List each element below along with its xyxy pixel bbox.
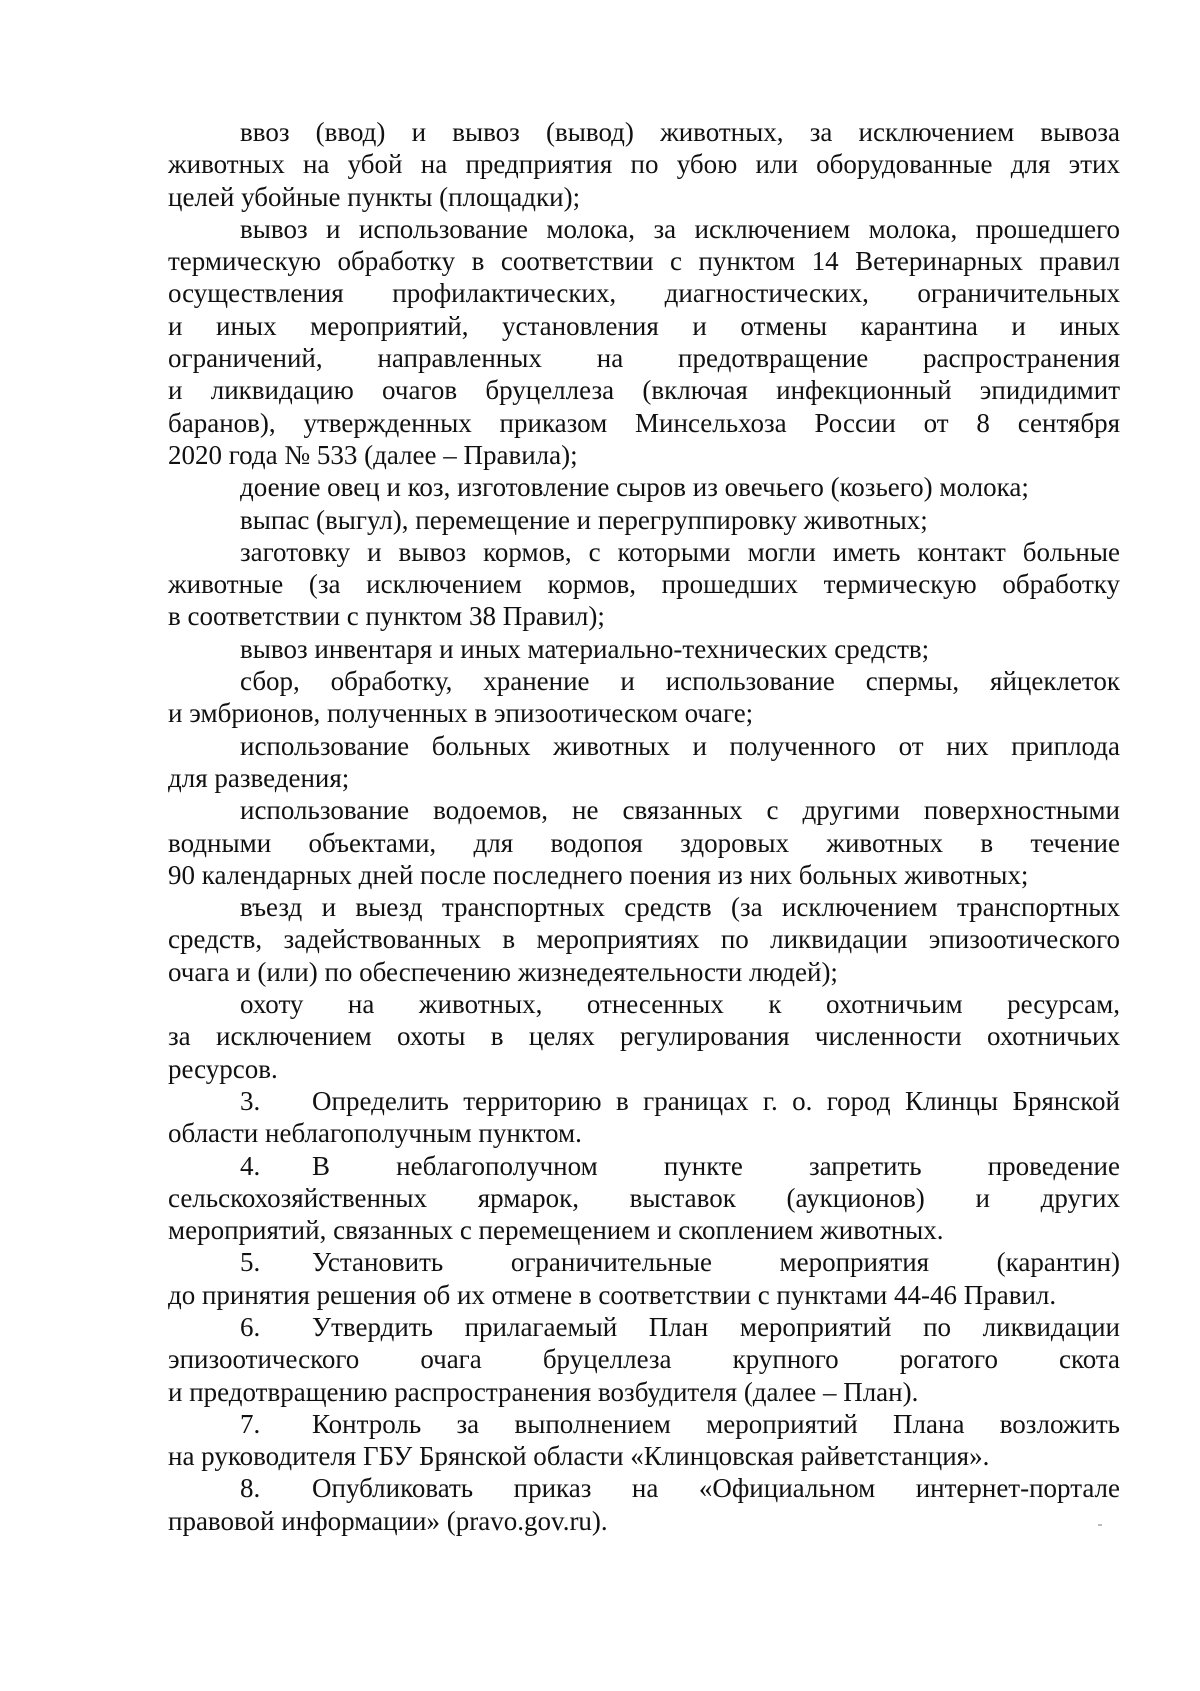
clause-number: 3. — [240, 1085, 261, 1116]
paragraph-p2 — [168, 213, 1120, 471]
text-line: правовой информации» (pravo.gov.ru). — [168, 1505, 608, 1536]
text-line: водными объектами, для водопоя здоровых животных в течение — [168, 827, 1120, 858]
clause-7 — [168, 1408, 1120, 1473]
text-line: Опубликовать приказ на «Официальном интернет-портале — [312, 1473, 1120, 1504]
text-line: Установить ограничительные мероприятия (карантин) — [312, 1247, 1120, 1278]
text-line: очага и (или) по обеспечению жизнедеятельности людей); — [168, 956, 838, 987]
text-line: ввоз (ввод) и вывоз (вывод) животных, за исключением вывоза — [240, 117, 1120, 147]
text-line: средств, задействованных в мероприятиях по ликвидации эпизоотического — [168, 924, 1120, 955]
clause-first-line — [168, 1085, 1120, 1117]
text-line: баранов), утвержденных приказом Минсельхоза России от 8 сентября — [168, 407, 1120, 438]
text-line: использование больных животных и полученного от них приплода — [240, 730, 1120, 761]
paragraph-p10 — [168, 891, 1120, 988]
paragraph-p3 — [168, 471, 1120, 503]
text-line: мероприятий, связанных с перемещением и скоплением животных. — [168, 1215, 944, 1246]
text-line: въезд и выезд транспортных средств (за исключением транспортных — [240, 892, 1120, 923]
text-line: термическую обработку в соответствии с пунктом 14 Ветеринарных правил — [168, 246, 1120, 277]
text-line: Контроль за выполнением мероприятий Плана возложить — [312, 1408, 1120, 1439]
clause-number: 4. — [240, 1150, 261, 1181]
text-line: области неблагополучным пунктом. — [168, 1118, 582, 1149]
clause-8 — [168, 1472, 1120, 1537]
text-line: 2020 года № 533 (далее – Правила); — [168, 439, 578, 470]
text-line: вывоз инвентаря и иных материально-технических средств; — [240, 633, 930, 664]
text-line: животных на убой на предприятия по убою или оборудованные для этих — [168, 149, 1120, 180]
clause-3 — [168, 1085, 1120, 1150]
text-line: сельскохозяйственных ярмарок, выставок (аукционов) и других — [168, 1182, 1120, 1213]
text-line: вывоз и использование молока, за исключением молока, прошедшего — [240, 213, 1120, 244]
text-line: в соответствии с пунктом 38 Правил); — [168, 601, 605, 632]
clause-5 — [168, 1246, 1120, 1311]
text-line: заготовку и вывоз кормов, с которыми могли иметь контакт больные — [240, 536, 1120, 567]
paragraph-p11 — [168, 988, 1120, 1085]
text-line: и эмбрионов, полученных в эпизоотическом очаге; — [168, 698, 754, 729]
text-line: сбор, обработку, хранение и использование спермы, яйцеклеток — [240, 666, 1120, 697]
text-line: и ликвидацию очагов бруцеллеза (включая инфекционный эпидидимит — [168, 375, 1120, 406]
paragraph-p7 — [168, 665, 1120, 730]
paragraph-p9 — [168, 794, 1120, 891]
clause-first-line — [168, 1246, 1120, 1278]
text-line: до принятия решения об их отмене в соответствии с пунктами 44-46 Правил. — [168, 1279, 1057, 1310]
text-line: и предотвращению распространения возбудителя (далее – План). — [168, 1376, 919, 1407]
paragraph-p6 — [168, 633, 1120, 665]
text-line: животные (за исключением кормов, прошедших термическую обработку — [168, 569, 1120, 600]
text-line: на руководителя ГБУ Брянской области «Клинцовская райветстанция». — [168, 1441, 990, 1472]
clause-number: 8. — [240, 1473, 261, 1504]
document-body — [168, 116, 1120, 1537]
clause-first-line — [168, 1311, 1120, 1343]
text-line: использование водоемов, не связанных с другими поверхностными — [240, 795, 1120, 826]
clause-first-line — [168, 1408, 1120, 1440]
text-line: целей убойные пункты (площадки); — [168, 181, 581, 212]
scan-speck — [1098, 1524, 1102, 1526]
clause-6 — [168, 1311, 1120, 1408]
text-line: доение овец и коз, изготовление сыров из овечьего (козьего) молока; — [240, 472, 1029, 503]
text-line: за исключением охоты в целях регулирования численности охотничьих — [168, 1021, 1120, 1052]
text-line: ресурсов. — [168, 1053, 278, 1084]
clause-4 — [168, 1150, 1120, 1247]
paragraph-p5 — [168, 536, 1120, 633]
text-line: Определить территорию в границах г. о. город Клинцы Брянской — [312, 1085, 1120, 1116]
text-line: Утвердить прилагаемый План мероприятий по ликвидации — [312, 1311, 1120, 1342]
text-line: и иных мероприятий, установления и отмены карантина и иных — [168, 310, 1120, 341]
paragraph-p1 — [168, 116, 1120, 213]
clause-number: 6. — [240, 1311, 261, 1342]
text-line: охоту на животных, отнесенных к охотничьим ресурсам, — [240, 989, 1120, 1020]
clause-number: 7. — [240, 1408, 261, 1439]
clause-first-line — [168, 1472, 1120, 1504]
paragraph-p8 — [168, 730, 1120, 795]
clause-first-line — [168, 1150, 1120, 1182]
clause-number: 5. — [240, 1247, 261, 1278]
text-line: 90 календарных дней после последнего поения из них больных животных; — [168, 859, 1029, 890]
text-line: В неблагополучном пункте запретить проведение — [312, 1150, 1120, 1181]
text-line: ограничений, направленных на предотвращение распространения — [168, 343, 1120, 374]
text-line: для разведения; — [168, 762, 350, 793]
text-line: эпизоотического очага бруцеллеза крупного рогатого скота — [168, 1344, 1120, 1375]
paragraph-p4 — [168, 504, 1120, 536]
text-line: осуществления профилактических, диагностических, ограничительных — [168, 278, 1120, 309]
text-line: выпас (выгул), перемещение и перегруппировку животных; — [240, 504, 928, 535]
